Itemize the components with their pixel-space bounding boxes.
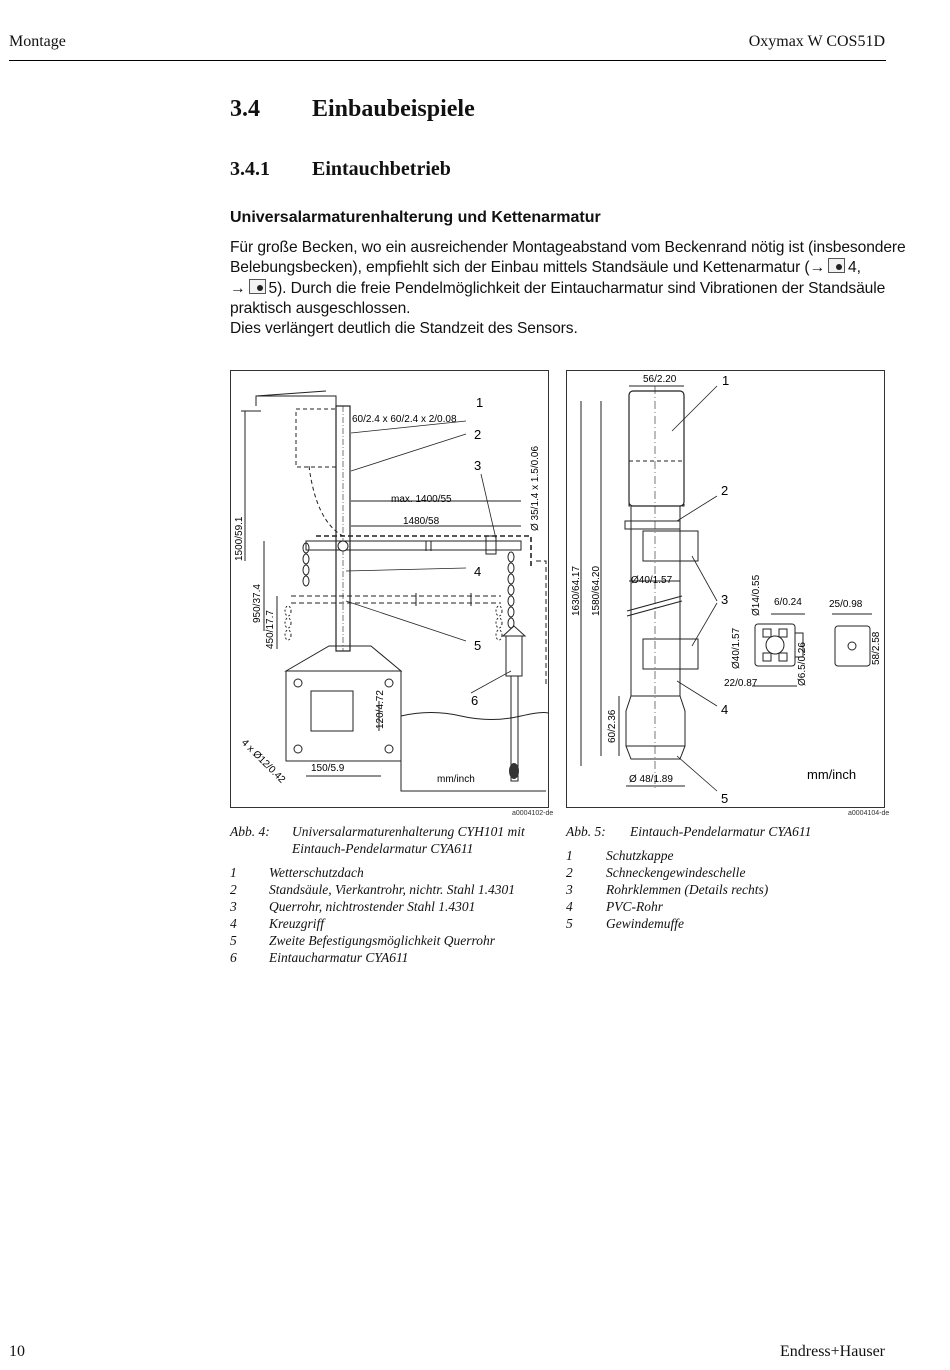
- sensor-holder: [506, 636, 522, 676]
- section-number: 3.4: [230, 96, 260, 122]
- leader-line: [351, 434, 466, 471]
- figure-5-drawing: [567, 371, 884, 807]
- cap-inner: [629, 461, 684, 506]
- figure-5-legend: [566, 848, 768, 933]
- leader-line: [677, 496, 717, 521]
- callout-number: 3: [474, 458, 482, 473]
- unit-label: mm/inch: [437, 774, 475, 785]
- figure-code: a0004102-de: [512, 810, 554, 817]
- header-chapter: Montage: [9, 33, 66, 50]
- caption-text: Eintauch-Pendelarmatur CYA611: [630, 824, 812, 839]
- figure-code: a0004104-de: [848, 810, 890, 817]
- leader-line: [692, 556, 717, 601]
- dim-label: 22/0.87: [724, 678, 758, 689]
- subsection-number: 3.4.1: [230, 158, 270, 180]
- dim-label: max. 1400/55: [391, 494, 452, 505]
- sensor-tip: [509, 763, 519, 779]
- dim-label: 950/37.4: [252, 584, 263, 623]
- legend-item: 1 Wetterschutzdach: [230, 865, 364, 880]
- page-number: 10: [9, 1343, 25, 1360]
- dim-label: 150/5.9: [311, 763, 345, 774]
- figure-4-frame: [230, 370, 549, 808]
- subsection-heading: [230, 158, 451, 181]
- figure-4-drawing: [231, 371, 548, 807]
- pipe-clamp: [643, 531, 698, 561]
- leader-line: [481, 474, 496, 539]
- dim-label: Ø14/0.55: [751, 574, 762, 616]
- clamp-detail-front: [835, 626, 870, 666]
- dim-label: 1580/64.20: [591, 565, 602, 616]
- threaded-socket: [626, 696, 685, 759]
- dim-label: Ø 35/1.4 x 1.5/0.06: [530, 445, 541, 531]
- callout-number: 3: [721, 592, 729, 607]
- dim-label: 60/2.36: [607, 709, 618, 743]
- body-text: Belebungsbecken), empfiehlt sich der Einbau mittels Standsäule und Kettenarmatur (→: [230, 259, 825, 277]
- legend-item: 4 PVC-Rohr: [566, 899, 663, 914]
- base-plate-top: [286, 646, 401, 671]
- caption-text: Universalarmaturenhalterung CYH101 mit: [292, 824, 525, 839]
- legend-item: 3 Rohrklemmen (Details rechts): [566, 882, 769, 897]
- water-surface: [401, 713, 548, 720]
- lower-crossbar: [291, 596, 501, 603]
- legend-item: 2 Standsäule, Vierkantrohr, nichtr. Stahl 1.4301: [230, 882, 515, 897]
- body-paragraph: [230, 238, 906, 339]
- callout-number: 4: [721, 702, 729, 717]
- legend-item: 3 Querrohr, nichtrostender Stahl 1.4301: [230, 899, 476, 914]
- legend-item: 1 Schutzkappe: [566, 848, 674, 863]
- pipe-clamp: [643, 639, 698, 669]
- body-text: 5). Durch die freie Pendelmöglichkeit der Eintaucharmatur sind Vibrationen der Standsäule: [268, 279, 886, 297]
- dim-label: 25/0.98: [829, 599, 863, 610]
- figure-5-frame: [566, 370, 885, 808]
- figure-4-caption: [230, 823, 525, 857]
- leader-line: [672, 386, 717, 431]
- pendulum-outline: [536, 561, 546, 686]
- subheading: Universalarmaturenhalterung und Kettenarmatur: [230, 209, 601, 226]
- tank-wall: [401, 671, 546, 791]
- dim-label: 4 x Ø12/0.42: [238, 737, 288, 786]
- dim-label: 1480/58: [403, 516, 440, 527]
- chain-left-lower: [285, 606, 502, 640]
- section-heading: [230, 96, 475, 123]
- subsection-title: Eintauchbetrieb: [312, 158, 451, 180]
- leader-line: [346, 568, 466, 571]
- caption-text: Eintauch-Pendelarmatur CYA611: [292, 841, 474, 856]
- dim-label: 1500/59.1: [234, 516, 245, 561]
- dim-label: 58/2.58: [871, 631, 882, 665]
- protective-cap: [629, 391, 684, 506]
- dim-label: Ø40/1.57: [731, 627, 742, 669]
- section-title: Einbaubeispiele: [312, 96, 475, 122]
- figure-reference-icon[interactable]: [828, 258, 845, 273]
- dim-label: 6/0.24: [774, 597, 802, 608]
- callout-number: 5: [474, 638, 482, 653]
- bolt-hole: [294, 745, 302, 753]
- dim-label: 1630/64.17: [571, 565, 582, 616]
- dim-label: Ø6.5/0.26: [797, 642, 808, 686]
- body-line: praktisch ausgeschlossen.: [230, 299, 411, 317]
- figure-link[interactable]: 4,: [848, 259, 861, 277]
- body-line: [230, 258, 890, 278]
- legend-item: 4 Kreuzgriff: [230, 916, 325, 931]
- legend-item: 2 Schneckengewindeschelle: [566, 865, 746, 880]
- callout-number: 5: [721, 791, 729, 806]
- hose-clamp: [625, 521, 680, 529]
- company-name: Endress+Hauser: [780, 1343, 885, 1360]
- bolt-hole: [385, 679, 393, 687]
- column-footprint: [311, 691, 353, 731]
- caption-label: Abb. 5:: [566, 824, 606, 839]
- body-line: [230, 279, 890, 299]
- bolt-hole: [385, 745, 393, 753]
- swing-path: [309, 466, 343, 536]
- caption-label: Abb. 4:: [230, 824, 270, 839]
- cross-handle: [338, 541, 348, 551]
- callout-number: 1: [476, 395, 484, 410]
- legend-item: 5 Zweite Befestigungsmöglichkeit Querrohr: [230, 933, 495, 948]
- sensor-holder-top: [503, 626, 525, 636]
- clamp-detail-side: [755, 624, 803, 666]
- dim-label: 120/4.72: [375, 690, 386, 729]
- roof-edge: [256, 391, 326, 396]
- body-line: Dies verlängert deutlich die Standzeit des Sensors.: [230, 320, 578, 338]
- pvc-pipe: [631, 506, 680, 696]
- legend-item: 5 Gewindemuffe: [566, 916, 684, 931]
- housing-outline: [296, 409, 336, 467]
- dim-label: Ø 48/1.89: [629, 774, 673, 785]
- chain-right: [508, 552, 514, 628]
- leader-line: [692, 603, 717, 646]
- dim-label: Ø40/1.57: [631, 575, 673, 586]
- legend-item: 6 Eintaucharmatur CYA611: [230, 950, 409, 965]
- arrow-text: →: [230, 279, 246, 297]
- figure-4-legend: [230, 865, 515, 967]
- unit-label: mm/inch: [807, 767, 857, 782]
- header-product: Oxymax W COS51D: [748, 33, 885, 50]
- dim-label: 56/2.20: [643, 374, 677, 385]
- roof-line: [256, 396, 336, 406]
- callout-number: 6: [471, 693, 479, 708]
- body-line: Für große Becken, wo ein ausreichender Montageabstand vom Beckenrand nötig ist (insbesondere: [230, 239, 906, 256]
- callout-number: 1: [722, 373, 730, 388]
- dim-label: 60/2.4 x 60/2.4 x 2/0.08: [352, 414, 457, 425]
- header-rule: [9, 60, 886, 61]
- dim-label: 450/17.7: [265, 610, 276, 649]
- leader-line: [346, 601, 466, 641]
- bolt-hole: [294, 679, 302, 687]
- leader-line: [677, 681, 717, 706]
- callout-number: 2: [721, 483, 729, 498]
- figure-reference-icon[interactable]: [249, 279, 266, 294]
- figure-5-caption: [566, 823, 811, 840]
- callout-number: 4: [474, 564, 482, 579]
- callout-number: 2: [474, 427, 482, 442]
- crossbar-clamp: [486, 536, 496, 554]
- leader-line: [471, 671, 511, 693]
